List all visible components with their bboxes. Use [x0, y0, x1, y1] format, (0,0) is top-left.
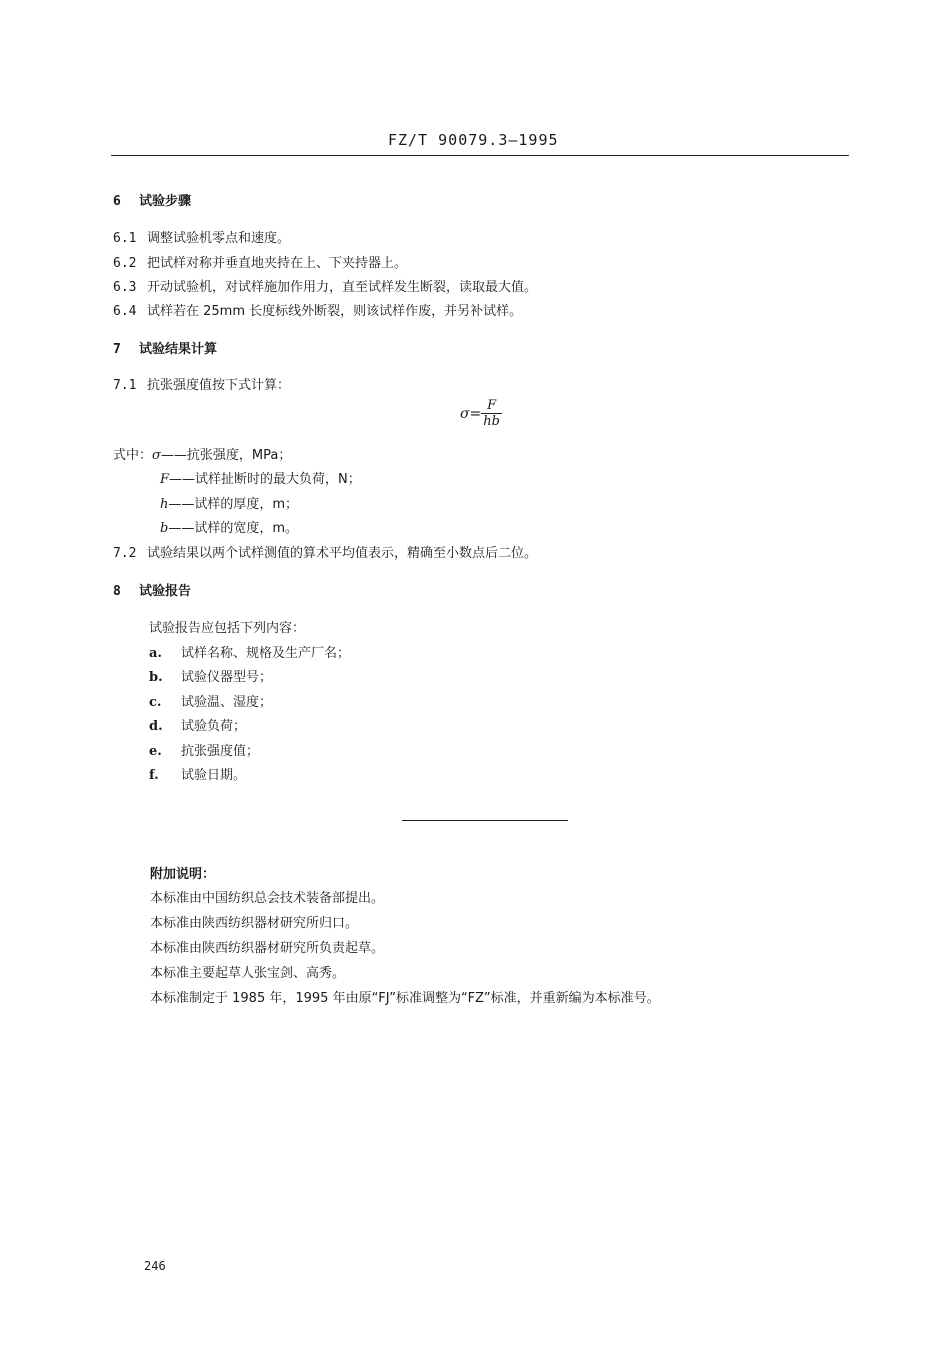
item-letter: a. [149, 646, 162, 661]
clause-number: 7.2 [113, 546, 137, 561]
clause-6-4 [113, 300, 522, 319]
clause-text: 试样若在 25mm 长度标线外断裂，则该试样作废，并另补试样。 [147, 304, 523, 319]
additional-note-line: 本标准制定于 1985 年，1995 年由原“FJ”标准调整为“FZ”标准，并重新编为本标准号。 [150, 991, 660, 1006]
section-title: 试验步骤 [139, 194, 192, 209]
clause-number: 6.2 [113, 256, 137, 271]
section-8-heading [113, 580, 191, 599]
variable-symbol: b [160, 521, 169, 536]
variable-sigma [113, 444, 291, 463]
clause-text: 试验结果以两个试样测值的算术平均值表示，精确至小数点后二位。 [147, 546, 538, 561]
item-text: 试样名称、规格及生产厂名； [181, 646, 351, 661]
report-item-d [149, 715, 246, 734]
variable-description: ——试样的厚度，m； [168, 497, 299, 512]
clause-number: 6.3 [113, 280, 137, 295]
report-item-e [149, 740, 259, 759]
clause-6-2 [113, 252, 407, 271]
clause-text: 开动试验机，对试样施加作用力，直至试样发生断裂，读取最大值。 [147, 280, 538, 295]
report-item-c [149, 691, 272, 710]
variable-b [160, 517, 298, 536]
clause-7-2 [113, 542, 537, 561]
item-text: 试验日期。 [181, 768, 247, 783]
variable-description: ——抗张强度，MPa； [160, 448, 292, 463]
section-number: 7 [113, 342, 121, 357]
end-rule [402, 820, 568, 821]
item-letter: b. [149, 670, 163, 685]
formula-fraction [481, 398, 502, 429]
item-letter: d. [149, 719, 163, 734]
section-number: 6 [113, 194, 121, 209]
item-letter: f. [149, 768, 159, 783]
clause-6-3 [113, 276, 537, 295]
additional-note-line: 本标准由中国纺织总会技术装备部提出。 [150, 891, 385, 906]
clause-number: 6.4 [113, 304, 137, 319]
formula [460, 398, 502, 429]
formula-numerator: F [487, 398, 497, 413]
report-item-b [149, 666, 272, 685]
variable-description: ——试样扯断时的最大负荷，N； [169, 472, 361, 487]
standard-number: FZ/T 90079.3—1995 [388, 131, 559, 149]
formula-lhs: σ= [460, 406, 482, 422]
header-rule [111, 155, 849, 156]
clause-text: 抗张强度值按下式计算： [147, 378, 291, 393]
clause-number: 6.1 [113, 231, 137, 246]
section-7-heading [113, 338, 217, 357]
item-text: 试验仪器型号； [181, 670, 273, 685]
variable-f [160, 468, 361, 487]
report-item-f [149, 764, 246, 783]
clause-text: 把试样对称并垂直地夹持在上、下夹持器上。 [147, 256, 408, 271]
clause-6-1 [113, 227, 290, 246]
section-number: 8 [113, 584, 121, 599]
item-text: 试验负荷； [181, 719, 247, 734]
clause-text: 调整试验机零点和速度。 [147, 231, 291, 246]
variable-symbol: h [160, 497, 169, 512]
variable-symbol: σ [152, 448, 161, 463]
additional-notes-title: 附加说明： [150, 867, 216, 882]
page-number: 246 [144, 1259, 166, 1273]
section-title: 试验报告 [139, 584, 192, 599]
item-letter: e. [149, 744, 162, 759]
report-item-a [149, 642, 350, 661]
report-intro: 试验报告应包括下列内容： [149, 621, 306, 636]
formula-denominator: hb [483, 414, 500, 429]
item-letter: c. [149, 695, 162, 710]
variable-h [160, 493, 298, 512]
clause-7-1 [113, 374, 290, 393]
where-label: 式中： [113, 448, 153, 463]
variable-symbol: F [160, 472, 170, 487]
additional-note-line: 本标准由陕西纺织器材研究所负责起草。 [150, 941, 385, 956]
section-title: 试验结果计算 [139, 342, 218, 357]
section-6-heading [113, 190, 191, 209]
item-text: 抗张强度值； [181, 744, 260, 759]
additional-note-line: 本标准主要起草人张宝剑、高秀。 [150, 966, 346, 981]
additional-note-line: 本标准由陕西纺织器材研究所归口。 [150, 916, 359, 931]
variable-description: ——试样的宽度，m。 [168, 521, 298, 536]
item-text: 试验温、湿度； [181, 695, 273, 710]
clause-number: 7.1 [113, 378, 137, 393]
